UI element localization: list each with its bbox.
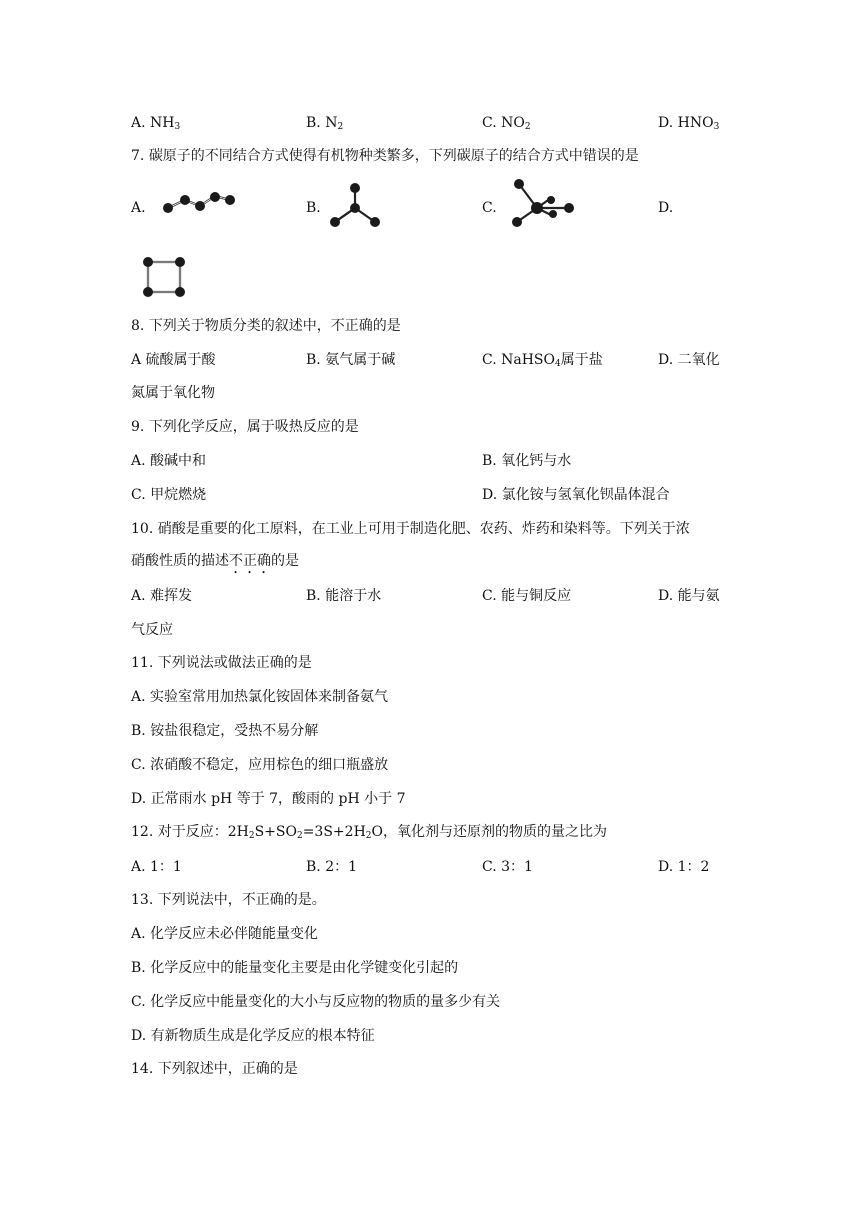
q12-option-a: A. 1：1 — [131, 859, 182, 875]
q8-option-b: B. 氨气属于碱 — [306, 352, 396, 368]
q12-option-c: C. 3：1 — [482, 859, 533, 875]
q9-option-c: C. 甲烷燃烧 — [131, 487, 207, 503]
q12-option-d: D. 1：2 — [658, 859, 710, 875]
q9-option-d: D. 氯化铵与氢氧化钡晶体混合 — [482, 487, 670, 503]
q6-option-d: D. $HNO_3$ — [658, 115, 720, 132]
three-dimensional-branched-figure — [505, 176, 585, 232]
q8-option-d-line1: D. 二氧化 — [658, 352, 720, 368]
four-membered-ring-figure — [138, 248, 190, 300]
q13-option-b: B. 化学反应中的能量变化主要是由化学键变化引起的 — [131, 960, 459, 976]
question-10-stem-line1: 10. 硝酸是重要的化工原料，在工业上可用于制造化肥、农药、炸药和染料等。下列关于浓 — [131, 521, 690, 537]
q8-option-a: A 硫酸属于酸 — [131, 352, 216, 368]
question-14-stem: 14. 下列叙述中，正确的是 — [131, 1061, 298, 1077]
q6-option-b: B. $N_2$ — [306, 115, 344, 132]
q11-option-d: D. 正常雨水 pH 等于 7，酸雨的 pH 小于 7 — [131, 791, 406, 807]
q13-option-c: C. 化学反应中能量变化的大小与反应物的物质的量多少有关 — [131, 994, 501, 1010]
q7-option-b-label: B. — [306, 200, 321, 216]
question-12-stem: 12. 对于反应：$2H_2S+SO_2=3S+2H_2O$，氧化剂与还原剂的物质的量之比为 — [131, 824, 607, 841]
q10-option-d-line1: D. 能与氨 — [658, 588, 720, 604]
q10-option-b: B. 能溶于水 — [306, 588, 382, 604]
q7-option-d-label: D. — [658, 200, 674, 216]
emphasis-not-correct: 不正确 — [229, 553, 271, 569]
q7-option-c-label: C. — [482, 200, 497, 216]
chain-four-carbon-figure — [160, 188, 240, 218]
question-13-stem: 13. 下列说法中，不正确的是。 — [131, 892, 326, 908]
q11-option-b: B. 铵盐很稳定，受热不易分解 — [131, 723, 319, 739]
q10-option-a: A. 难挥发 — [131, 588, 193, 604]
q10-option-c: C. 能与铜反应 — [482, 588, 572, 604]
q8-option-d-line2: 氮属于氧化物 — [131, 385, 215, 401]
q10-option-d-line2: 气反应 — [131, 622, 173, 638]
branched-four-carbon-figure — [325, 180, 385, 232]
q11-option-c: C. 浓硝酸不稳定，应用棕色的细口瓶盛放 — [131, 757, 389, 773]
q8-option-c: C. NaHSO$_4$属于盐 — [482, 352, 603, 369]
q11-option-a: A. 实验室常用加热氯化铵固体来制备氨气 — [131, 689, 389, 705]
question-11-stem: 11. 下列说法或做法正确的是 — [131, 655, 312, 671]
question-7-stem: 7. 碳原子的不同结合方式使得有机物种类繁多，下列碳原子的结合方式中错误的是 — [131, 148, 639, 164]
question-10-stem-line2: 硝酸性质的描述不正确的是 — [131, 553, 299, 569]
q9-option-a: A. 酸碱中和 — [131, 453, 207, 469]
q6-option-c: C. $NO_2$ — [482, 115, 531, 132]
q7-option-a-label: A. — [131, 200, 146, 216]
q12-option-b: B. 2：1 — [306, 859, 358, 875]
question-9-stem: 9. 下列化学反应，属于吸热反应的是 — [131, 419, 359, 435]
q13-option-d: D. 有新物质生成是化学反应的根本特征 — [131, 1028, 375, 1044]
q9-option-b: B. 氧化钙与水 — [482, 453, 572, 469]
question-8-stem: 8. 下列关于物质分类的叙述中，不正确的是 — [131, 318, 401, 334]
q13-option-a: A. 化学反应未必伴随能量变化 — [131, 926, 319, 942]
q6-option-a: A. $NH_3$ — [131, 115, 181, 132]
